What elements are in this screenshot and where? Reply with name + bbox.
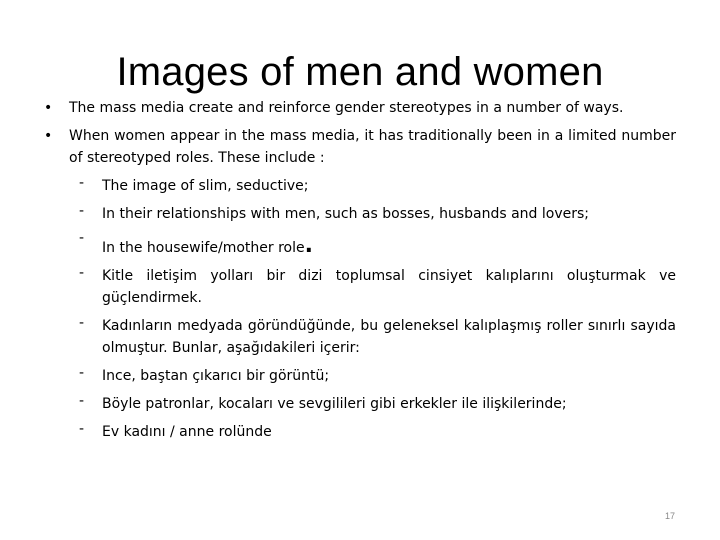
dash-marker: - — [79, 421, 85, 437]
sub-item-text: The image of slim, seductive; — [102, 178, 309, 194]
slide-content — [44, 97, 676, 443]
emphasis-dot: . — [304, 233, 313, 258]
sub-item — [44, 315, 676, 359]
sub-item-text: Kadınların medyada göründüğünde, bu geleneksel kalıplaşmış roller sınırlı sayıda olmuştur. Bunlar, aşağıdakileri içerir: — [102, 318, 676, 356]
sub-item-text: Böyle patronlar, kocaları ve sevgilileri gibi erkekler ile ilişkilerinde; — [102, 396, 567, 412]
slide-title: Images of men and women — [116, 50, 604, 94]
bullet-marker: • — [44, 100, 53, 116]
dash-marker: - — [79, 393, 85, 409]
sub-item-text: Ev kadını / anne rolünde — [102, 424, 272, 440]
bullet-item — [44, 97, 676, 119]
sub-item-text: In their relationships with men, such as bosses, husbands and lovers; — [102, 206, 590, 222]
sub-item — [44, 393, 676, 415]
dash-marker: - — [79, 365, 85, 381]
sub-item — [44, 365, 676, 387]
dash-marker: - — [79, 175, 85, 191]
bullet-text: When women appear in the mass media, it has traditionally been in a limited number of stereotyped roles. These include : — [69, 128, 676, 166]
dash-marker: - — [79, 315, 85, 331]
sub-item — [44, 265, 676, 309]
bullet-marker: • — [44, 128, 53, 144]
dash-marker: - — [79, 265, 85, 281]
sub-item-text: Kitle iletişim yolları bir dizi toplumsal cinsiyet kalıplarını oluşturmak ve güçlendirmek. — [102, 268, 676, 306]
sub-item — [44, 421, 676, 443]
page-number: 17 — [664, 511, 675, 521]
dash-marker: - — [79, 203, 85, 219]
sub-item — [44, 203, 676, 225]
sub-item — [44, 175, 676, 197]
sub-item — [44, 229, 676, 259]
bullet-item — [44, 125, 676, 169]
dash-marker: - — [79, 230, 85, 246]
bullet-text: The mass media create and reinforce gender stereotypes in a number of ways. — [69, 100, 624, 116]
sub-item-text: Ince, baştan çıkarıcı bir görüntü; — [102, 368, 330, 384]
sub-item-text: In the housewife/mother role — [102, 240, 305, 256]
